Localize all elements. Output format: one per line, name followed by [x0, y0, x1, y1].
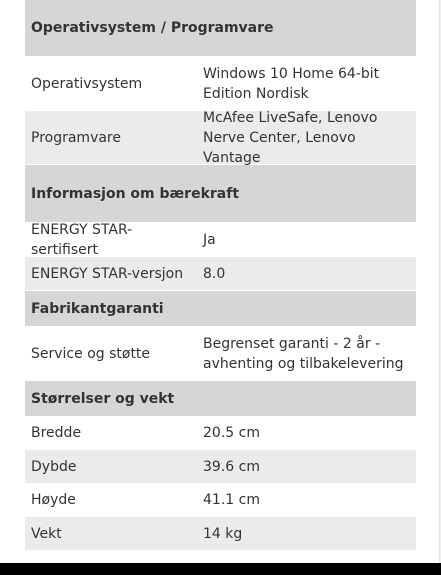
section-title: Fabrikantgaranti — [31, 300, 164, 317]
spec-row-width — [25, 417, 416, 450]
spec-value: 41.1 cm — [203, 492, 260, 508]
spec-label: ENERGY STAR-sertifisert — [31, 221, 133, 258]
section-title: Operativsystem / Programvare — [31, 20, 274, 36]
section-header-warranty — [25, 291, 416, 327]
spec-row-service-support — [25, 327, 416, 381]
section-header-os — [25, 0, 416, 57]
spec-value: Ja — [203, 231, 216, 248]
spec-row-height — [25, 484, 416, 517]
spec-table — [25, 0, 416, 551]
spec-label: Dybde — [31, 458, 77, 475]
spec-value: 8.0 — [203, 265, 226, 282]
spec-value: 39.6 cm — [203, 458, 260, 475]
section-title: Størrelser og vekt — [31, 390, 175, 407]
spec-row-depth — [25, 450, 416, 484]
spec-value: Windows 10 Home 64-bit Edition Nordisk — [203, 65, 380, 102]
spec-value: 20.5 cm — [203, 425, 260, 441]
section-title: Informasjon om bærekraft — [31, 185, 240, 202]
spec-row-operating-system — [25, 57, 416, 111]
spec-label: Programvare — [31, 129, 121, 146]
spec-row-energy-star-version — [25, 257, 416, 291]
spec-label: Service og støtte — [31, 345, 151, 362]
spec-value: McAfee LiveSafe, Lenovo Nerve Center, Lenovo Vantage — [203, 109, 378, 166]
spec-value: 14 kg — [203, 525, 243, 542]
spec-label: Operativsystem — [31, 75, 143, 92]
bottom-bar — [0, 563, 441, 575]
spec-label: Vekt — [31, 525, 62, 542]
spec-row-weight — [25, 517, 416, 551]
spec-value: Begrenset garanti - 2 år - avhenting og tilbakelevering — [203, 335, 404, 372]
section-header-sustainability — [25, 165, 416, 223]
spec-label: Bredde — [31, 425, 82, 441]
spec-row-energy-star-certified — [25, 223, 416, 257]
spec-label: Høyde — [31, 492, 76, 508]
spec-label: ENERGY STAR-versjon — [31, 265, 184, 282]
spec-row-software — [25, 111, 416, 165]
section-header-dimensions — [25, 381, 416, 417]
